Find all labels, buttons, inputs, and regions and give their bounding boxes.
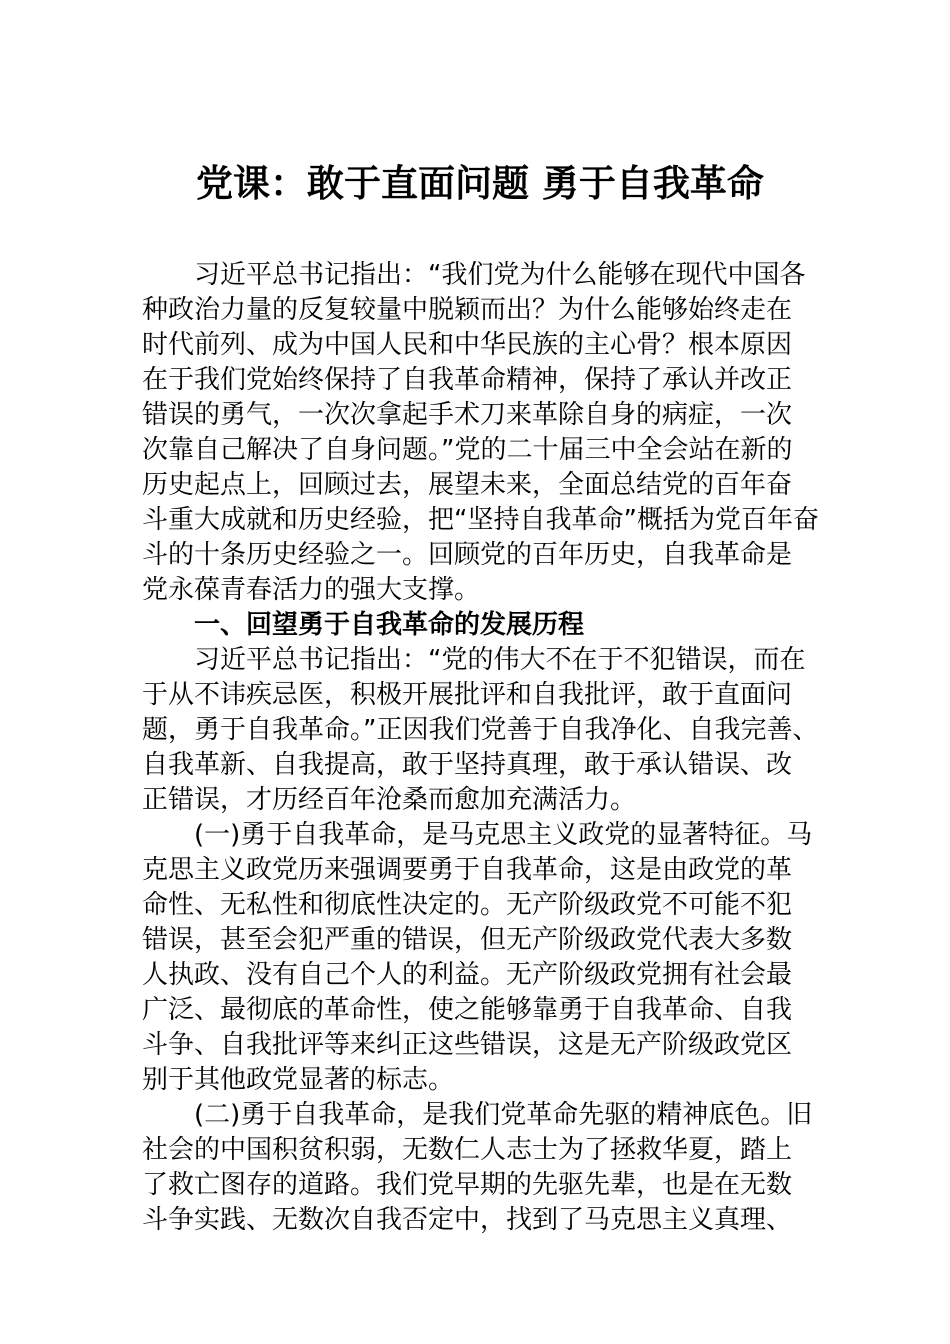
text-line: 时代前列、成为中国人民和中华民族的主心骨？根本原因 — [142, 330, 793, 360]
text-line: (一)勇于自我革命，是马克思主义政党的显著特征。马 — [194, 820, 813, 850]
text-line: 别于其他政党显著的标志。 — [142, 1065, 455, 1095]
text-line: 一、回望勇于自我革命的发展历程 — [194, 610, 585, 640]
paragraph — [142, 1098, 818, 1238]
text-line: 次靠自己解决了自身问题。”党的二十届三中全会站在新的 — [142, 435, 793, 465]
text-line: (二)勇于自我革命，是我们党革命先驱的精神底色。旧 — [194, 1100, 813, 1130]
text-line: 在于我们党始终保持了自我革命精神，保持了承认并改正 — [142, 365, 793, 395]
text-line: 人执政、没有自己个人的利益。无产阶级政党拥有社会最 — [142, 960, 793, 990]
text-line: 广泛、最彻底的革命性，使之能够靠勇于自我革命、自我 — [142, 995, 793, 1025]
text-line: 正错误，才历经百年沧桑而愈加充满活力。 — [142, 785, 637, 815]
text-line: 习近平总书记指出：“我们党为什么能够在现代中国各 — [194, 260, 806, 290]
text-line: 种政治力量的反复较量中脱颖而出？为什么能够始终走在 — [142, 295, 793, 325]
text-line: 斗的十条历史经验之一。回顾党的百年历史，自我革命是 — [142, 540, 793, 570]
text-line: 社会的中国积贫积弱，无数仁人志士为了拯救华夏，踏上 — [142, 1135, 793, 1165]
document-body — [142, 258, 818, 1238]
text-line: 命性、无私性和彻底性决定的。无产阶级政党不可能不犯 — [142, 890, 793, 920]
text-line: 斗争、自我批评等来纠正这些错误，这是无产阶级政党区 — [142, 1030, 793, 1060]
document-content — [142, 161, 818, 1238]
paragraph — [142, 643, 818, 818]
text-line: 了救亡图存的道路。我们党早期的先驱先辈，也是在无数 — [142, 1170, 793, 1200]
text-line: 于从不讳疾忌医，积极开展批评和自我批评，敢于直面问 — [142, 680, 793, 710]
text-line: 克思主义政党历来强调要勇于自我革命，这是由政党的革 — [142, 855, 793, 885]
text-line: 自我革新、自我提高，敢于坚持真理，敢于承认错误、改 — [142, 750, 793, 780]
paragraph — [142, 818, 818, 1098]
text-line: 斗重大成就和历史经验，把“坚持自我革命”概括为党百年奋 — [142, 505, 819, 535]
text-line: 错误的勇气，一次次拿起手术刀来革除自身的病症，一次 — [142, 400, 793, 430]
text-line: 习近平总书记指出：“党的伟大不在于不犯错误，而在 — [194, 645, 806, 675]
paragraph — [142, 258, 818, 608]
text-line: 错误，甚至会犯严重的错误，但无产阶级政党代表大多数 — [142, 925, 793, 955]
text-line: 党永葆青春活力的强大支撑。 — [142, 575, 481, 605]
text-line: 题，勇于自我革命。”正因我们党善于自我净化、自我完善、 — [142, 715, 819, 745]
text-line: 斗争实践、无数次自我否定中，找到了马克思主义真理、 — [142, 1205, 793, 1235]
document-title: 党课：敢于直面问题 勇于自我革命 — [196, 162, 764, 205]
section-heading — [142, 608, 818, 643]
text-line: 历史起点上，回顾过去，展望未来，全面总结党的百年奋 — [142, 470, 793, 500]
